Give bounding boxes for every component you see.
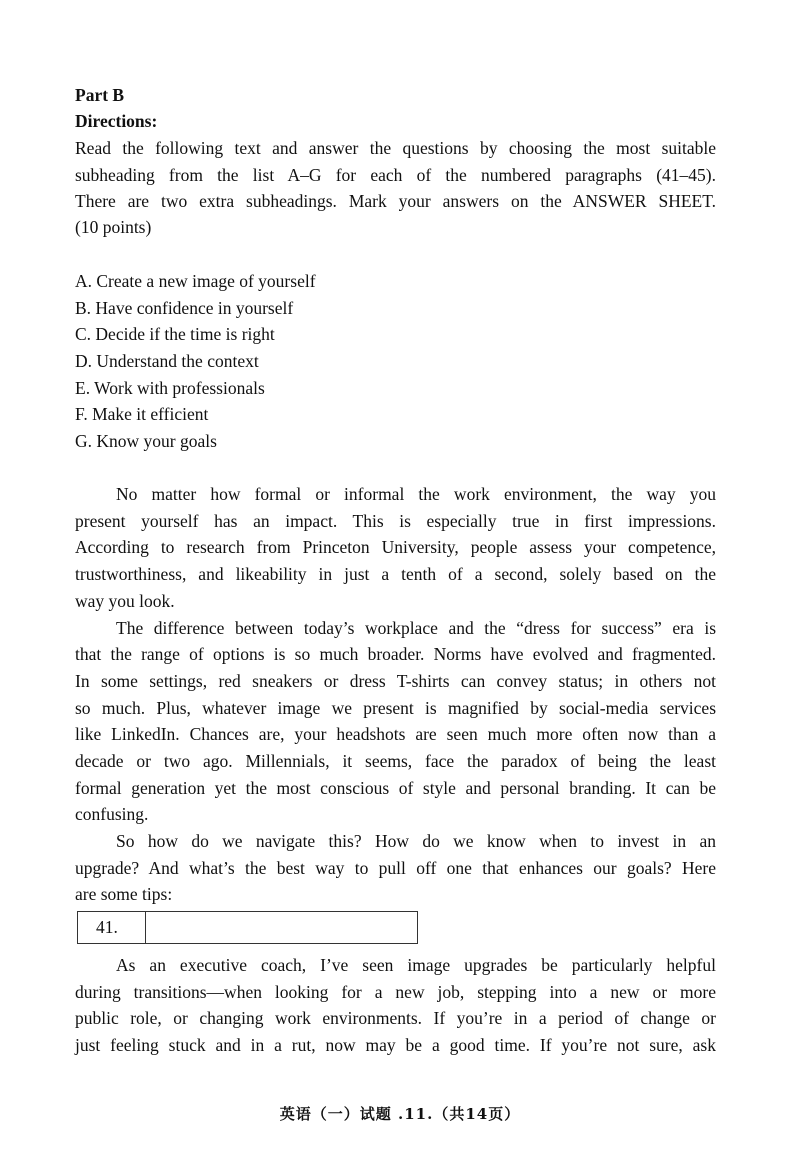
paragraph-line: like LinkedIn. Chances are, your headshots are seen much more often now than a	[75, 724, 716, 744]
option-item: E. Work with professionals	[75, 378, 265, 398]
option-item: A. Create a new image of yourself	[75, 271, 316, 291]
paragraph-line: way you look.	[75, 591, 175, 611]
option-item: D. Understand the context	[75, 351, 259, 371]
paragraph-line: decade or two ago. Millennials, it seems, face the paradox of being the least	[75, 751, 716, 771]
paragraph-line: formal generation yet the most conscious of style and personal branding. It can be	[75, 778, 716, 798]
directions-line: subheading from the list A–G for each of the numbered paragraphs (41–45).	[75, 165, 716, 185]
option-item: B. Have confidence in yourself	[75, 298, 294, 318]
paragraph-line: public role, or changing work environments. If you’re in a period of change or	[75, 1008, 716, 1028]
part-heading: Part B	[75, 85, 125, 105]
paragraph-line: According to research from Princeton University, people assess your competence,	[75, 537, 716, 557]
paragraph-line: that the range of options is so much broader. Norms have evolved and fragmented.	[75, 644, 716, 664]
paragraph-line: are some tips:	[75, 884, 173, 904]
paragraph-line: No matter how formal or informal the work environment, the way you	[116, 484, 716, 504]
paragraph-line: during transitions—when looking for a new job, stepping into a new or more	[75, 982, 716, 1002]
directions-line: There are two extra subheadings. Mark your answers on the ANSWER SHEET.	[75, 191, 716, 211]
paragraph-line: trustworthiness, and likeability in just a tenth of a second, solely based on the	[75, 564, 716, 584]
paragraph-line: confusing.	[75, 804, 149, 824]
page-footer: 英语（一）试题 .11.（共14页）	[279, 1105, 521, 1123]
paragraph-line: present yourself has an impact. This is especially true in first impressions.	[75, 511, 716, 531]
paragraph-line: As an executive coach, I’ve seen image upgrades be particularly helpful	[116, 955, 716, 975]
option-item: F. Make it efficient	[75, 404, 209, 424]
directions-label: Directions:	[75, 111, 158, 131]
answer-box-number: 41.	[78, 912, 146, 943]
answer-box-41	[77, 911, 418, 944]
option-item: C. Decide if the time is right	[75, 324, 275, 344]
paragraph-line: upgrade? And what’s the best way to pull off one that enhances our goals? Here	[75, 858, 716, 878]
directions-line: (10 points)	[75, 217, 152, 237]
paragraph-line: just feeling stuck and in a rut, now may be a good time. If you’re not sure, ask	[75, 1035, 716, 1055]
paragraph-line: So how do we navigate this? How do we know when to invest in an	[116, 831, 716, 851]
option-item: G. Know your goals	[75, 431, 217, 451]
paragraph-line: In some settings, red sneakers or dress T-shirts can convey status; in others not	[75, 671, 716, 691]
paragraph-line: The difference between today’s workplace and the “dress for success” era is	[116, 618, 716, 638]
paragraph-line: so much. Plus, whatever image we present is magnified by social-media services	[75, 698, 716, 718]
directions-line: Read the following text and answer the questions by choosing the most suitable	[75, 138, 716, 158]
answer-blank	[146, 912, 417, 943]
